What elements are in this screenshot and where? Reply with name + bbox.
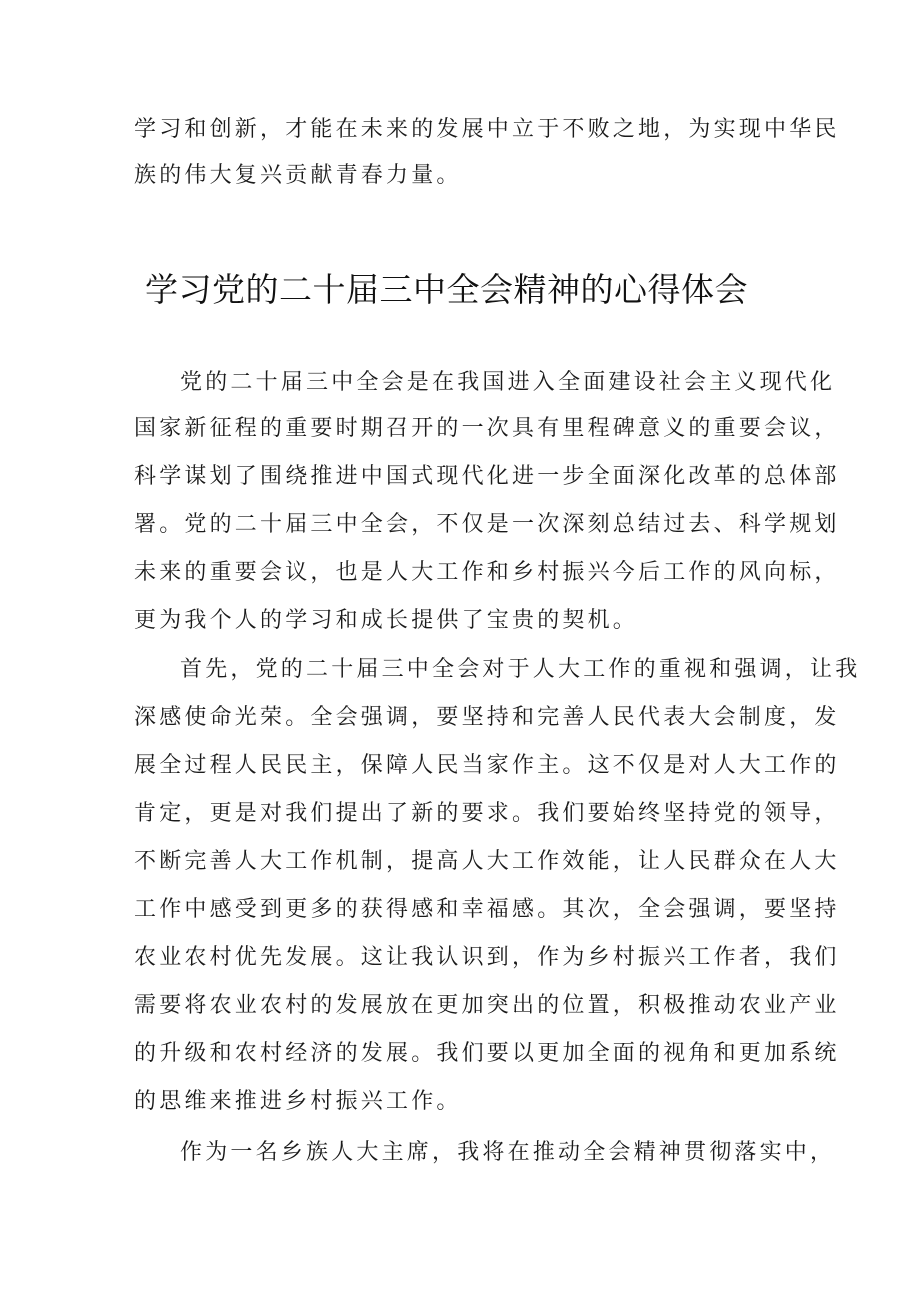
- text-line: 肯定，更是对我们提出了新的要求。我们要始终坚持党的领导，: [134, 801, 840, 826]
- text-line: 国家新征程的重要时期召开的一次具有里程碑意义的重要会议，: [134, 416, 840, 441]
- text-line: 的思维来推进乡村振兴工作。: [134, 1089, 462, 1114]
- text-line: 深感使命光荣。全会强调，要坚持和完善人民代表大会制度，发: [134, 705, 840, 730]
- text-line: 科学谋划了围绕推进中国式现代化进一步全面深化改革的总体部: [134, 464, 840, 489]
- text-line: 更为我个人的学习和成长提供了宝贵的契机。: [134, 608, 639, 633]
- text-line: 工作中感受到更多的获得感和幸福感。其次，全会强调，要坚持: [134, 897, 840, 922]
- text-line: 农业农村优先发展。这让我认识到，作为乡村振兴工作者，我们: [134, 945, 840, 970]
- text-line: 学习和创新，才能在未来的发展中立于不败之地，为实现中华民: [134, 117, 840, 142]
- text-line: 作为一名乡族人大主席，我将在推动全会精神贯彻落实中，: [180, 1140, 836, 1165]
- text-line: 党的二十届三中全会是在我国进入全面建设社会主义现代化: [180, 370, 836, 395]
- document-title: 学习党的二十届三中全会精神的心得体会: [145, 270, 748, 309]
- text-line: 署。党的二十届三中全会，不仅是一次深刻总结过去、科学规划: [134, 512, 840, 537]
- text-line: 族的伟大复兴贡献青春力量。: [134, 163, 462, 188]
- text-line: 的升级和农村经济的发展。我们要以更加全面的视角和更加系统: [134, 1041, 840, 1066]
- text-line: 首先，党的二十届三中全会对于人大工作的重视和强调，让我: [180, 657, 861, 682]
- text-line: 未来的重要会议，也是人大工作和乡村振兴今后工作的风向标，: [134, 560, 840, 585]
- text-line: 展全过程人民民主，保障人民当家作主。这不仅是对人大工作的: [134, 753, 840, 778]
- text-line: 不断完善人大工作机制，提高人大工作效能，让人民群众在人大: [134, 849, 840, 874]
- text-line: 需要将农业农村的发展放在更加突出的位置，积极推动农业产业: [134, 993, 840, 1018]
